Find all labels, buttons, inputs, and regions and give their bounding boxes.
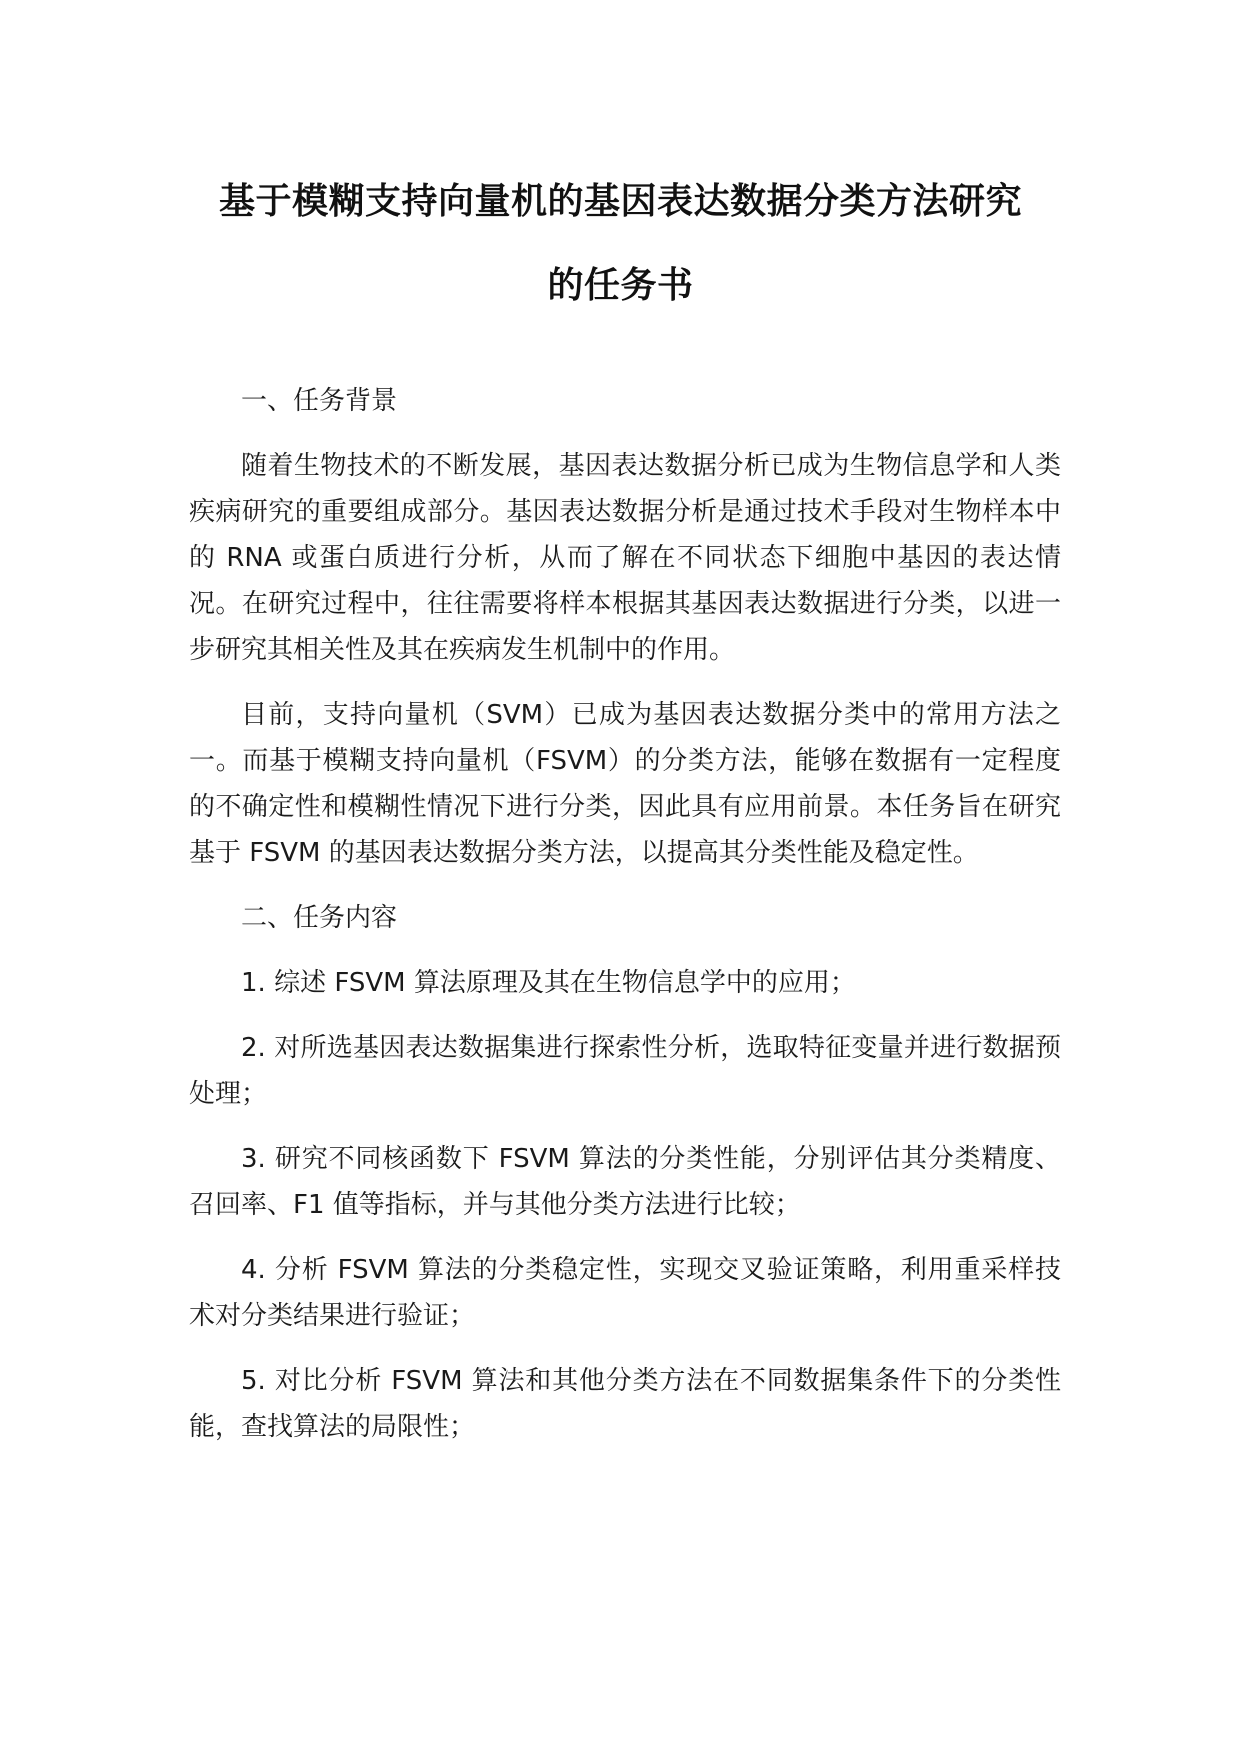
task-item-3: 3. 研究不同核函数下 FSVM 算法的分类性能，分别评估其分类精度、召回率、F1 值等指标，并与其他分类方法进行比较； [189,1144,1061,1220]
document-title-line2: 的任务书 [547,265,694,306]
background-paragraph-2: 目前，支持向量机（SVM）已成为基因表达数据分类中的常用方法之一。而基于模糊支持向量机（FSVM）的分类方法，能够在数据有一定程度的不确定性和模糊性情况下进行分类，因此具有应用前景。本任务旨在研究基于 FSVM 的基因表达数据分类方法，以提高其分类性能及稳定性。 [189,700,1061,868]
task-item-2: 2. 对所选基因表达数据集进行探索性分析，选取特征变量并进行数据预处理； [189,1033,1061,1109]
document-title-line1: 基于模糊支持向量机的基因表达数据分类方法研究 [218,181,1022,222]
document-body [189,378,1061,1450]
task-item-1: 1. 综述 FSVM 算法原理及其在生物信息学中的应用； [241,968,856,998]
section-heading-content: 二、任务内容 [241,903,398,933]
background-paragraph-1: 随着生物技术的不断发展，基因表达数据分析已成为生物信息学和人类疾病研究的重要组成部分。基因表达数据分析是通过技术手段对生物样本中的 RNA 或蛋白质进行分析，从而了解在不同状态下细胞中基因的表达情况。在研究过程中，往往需要将样本根据其基因表达数据进行分类，以进一步研究其相关性及其在疾病发生机制中的作用。 [189,451,1061,665]
section-heading-background: 一、任务背景 [241,386,398,416]
task-item-5: 5. 对比分析 FSVM 算法和其他分类方法在不同数据集条件下的分类性能，查找算法的局限性； [189,1366,1061,1442]
task-item-4: 4. 分析 FSVM 算法的分类稳定性，实现交叉验证策略，利用重采样技术对分类结果进行验证； [189,1255,1061,1331]
